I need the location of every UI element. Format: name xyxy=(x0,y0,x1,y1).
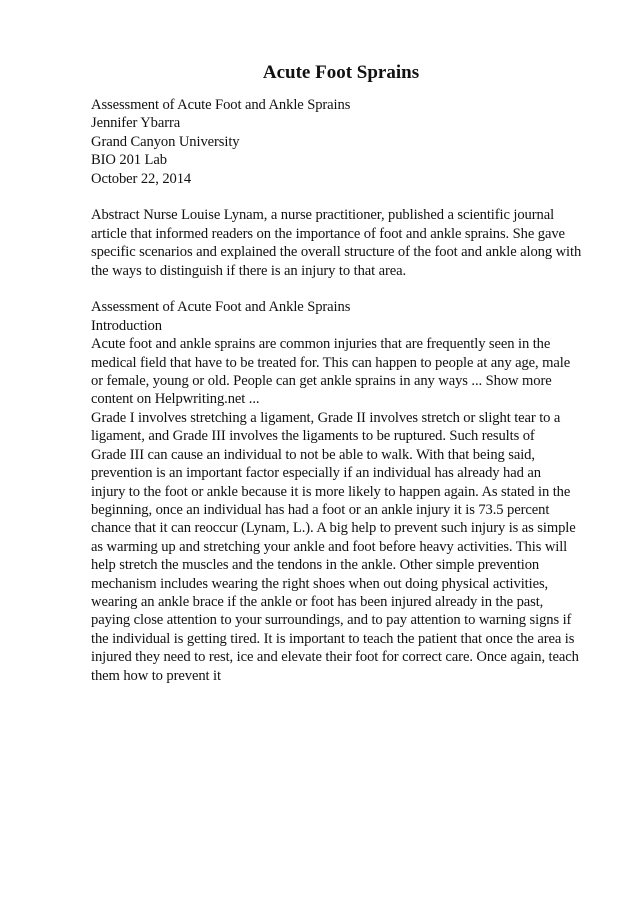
body-line: wearing an ankle brace if the ankle or foot has been injured already in the past, xyxy=(91,593,544,610)
abstract-line: article that informed readers on the importance of foot and ankle sprains. She gave xyxy=(91,225,565,242)
header-line: Grand Canyon University xyxy=(91,133,240,150)
body-line: them how to prevent it xyxy=(91,667,221,684)
body-line: injured they need to rest, ice and elevate their foot for correct care. Once again, teach xyxy=(91,649,579,666)
header-line: BIO 201 Lab xyxy=(91,152,167,169)
header-line: Jennifer Ybarra xyxy=(91,115,181,132)
body-line: prevention is an important factor especially if an individual has already had an xyxy=(91,465,541,482)
header-block xyxy=(91,96,591,188)
header-line: Assessment of Acute Foot and Ankle Sprains xyxy=(91,97,351,113)
body-line: chance that it can reoccur (Lynam, L.). A big help to prevent such injury is as simple xyxy=(91,520,576,537)
body-line: Grade I involves stretching a ligament, Grade II involves stretch or slight tear to a xyxy=(91,409,561,426)
abstract-line: specific scenarios and explained the overall structure of the foot and ankle along with xyxy=(91,244,582,261)
paragraph-gap xyxy=(91,280,591,298)
abstract-line: Abstract Nurse Louise Lynam, a nurse practitioner, published a scientific journal xyxy=(91,207,555,224)
body-line: content on Helpwriting.net ... xyxy=(91,391,260,408)
body-line: paying close attention to your surroundings, and to pay attention to warning signs if xyxy=(91,612,572,629)
document-body xyxy=(91,96,591,685)
abstract-line: the ways to distinguish if there is an injury to that area. xyxy=(91,262,407,279)
abstract-paragraph xyxy=(91,206,591,280)
document-title: Acute Foot Sprains xyxy=(262,62,420,83)
body-line: or female, young or old. People can get ankle sprains in any ways ... Show more xyxy=(91,373,552,390)
body-line: help stretch the muscles and the tendons in the ankle. Other simple prevention xyxy=(91,557,540,574)
body-line: beginning, once an individual has had a foot or an ankle injury it is 73.5 percent xyxy=(91,501,550,518)
body-line: medical field that have to be treated for. This can happen to people at any age, male xyxy=(91,354,571,371)
paragraph-gap xyxy=(91,188,591,206)
body-line: ligament, and Grade III involves the ligaments to be ruptured. Such results of xyxy=(91,428,535,445)
body-line: as warming up and stretching your ankle and foot before heavy activities. This will xyxy=(91,538,568,555)
body-line: mechanism includes wearing the right shoes when out doing physical activities, xyxy=(91,575,549,592)
body-line: injury to the foot or ankle because it is more likely to happen again. As stated in the xyxy=(91,483,571,500)
header-line: October 22, 2014 xyxy=(91,170,192,187)
body-line: Assessment of Acute Foot and Ankle Sprains xyxy=(91,299,351,316)
body-line: Acute foot and ankle sprains are common injuries that are frequently seen in the xyxy=(91,336,551,353)
body-line: Grade III can cause an individual to not be able to walk. With that being said, xyxy=(91,446,535,463)
body-line: Introduction xyxy=(91,317,162,334)
body-paragraph xyxy=(91,298,591,685)
body-line: the individual is getting tired. It is important to teach the patient that once the area is xyxy=(91,630,575,647)
